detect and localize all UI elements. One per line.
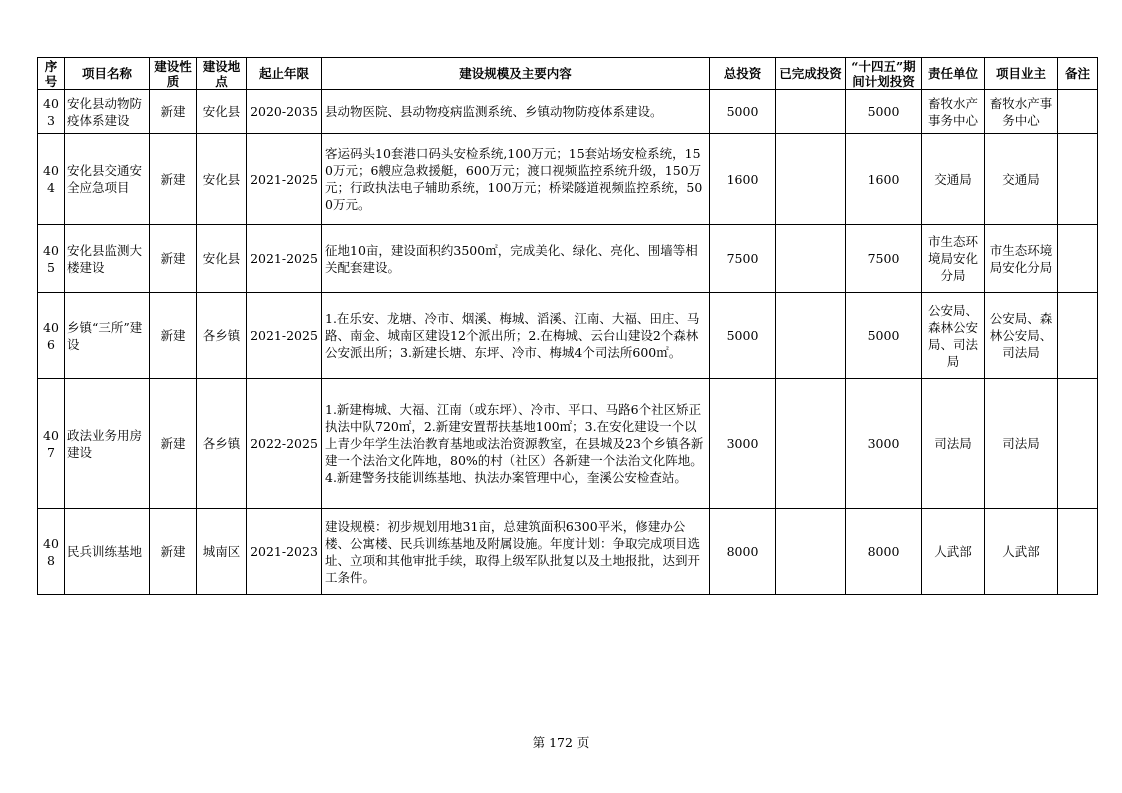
cell-period: 2021-2025 <box>247 134 322 225</box>
cell-name: 乡镇“三所”建设 <box>65 293 150 379</box>
cell-nature: 新建 <box>150 225 197 293</box>
table-row <box>38 225 1098 293</box>
table-row <box>38 379 1098 509</box>
header-resp: 责任单位 <box>922 58 985 90</box>
cell-total: 5000 <box>710 293 776 379</box>
cell-period: 2022-2025 <box>247 379 322 509</box>
project-table <box>37 57 1098 595</box>
cell-resp: 司法局 <box>922 379 985 509</box>
cell-location: 安化县 <box>197 90 247 134</box>
cell-plan: 5000 <box>846 90 922 134</box>
cell-nature: 新建 <box>150 379 197 509</box>
cell-remark <box>1058 225 1098 293</box>
table-row <box>38 293 1098 379</box>
cell-content: 征地10亩，建设面积约3500㎡，完成美化、绿化、亮化、围墙等相关配套建设。 <box>322 225 710 293</box>
cell-remark <box>1058 134 1098 225</box>
header-seq: 序号 <box>38 58 65 90</box>
cell-total: 3000 <box>710 379 776 509</box>
cell-resp: 畜牧水产事务中心 <box>922 90 985 134</box>
cell-period: 2021-2025 <box>247 293 322 379</box>
cell-completed <box>776 379 846 509</box>
cell-resp: 交通局 <box>922 134 985 225</box>
header-completed: 已完成投资 <box>776 58 846 90</box>
cell-owner: 畜牧水产事务中心 <box>985 90 1058 134</box>
cell-total: 8000 <box>710 509 776 595</box>
cell-total: 1600 <box>710 134 776 225</box>
cell-resp: 市生态环境局安化分局 <box>922 225 985 293</box>
header-location: 建设地点 <box>197 58 247 90</box>
cell-remark <box>1058 379 1098 509</box>
cell-seq: 406 <box>38 293 65 379</box>
cell-owner: 市生态环境局安化分局 <box>985 225 1058 293</box>
cell-name: 安化县交通安全应急项目 <box>65 134 150 225</box>
header-name: 项目名称 <box>65 58 150 90</box>
cell-resp: 人武部 <box>922 509 985 595</box>
cell-name: 民兵训练基地 <box>65 509 150 595</box>
cell-name: 政法业务用房建设 <box>65 379 150 509</box>
cell-seq: 405 <box>38 225 65 293</box>
header-total: 总投资 <box>710 58 776 90</box>
cell-nature: 新建 <box>150 509 197 595</box>
cell-completed <box>776 134 846 225</box>
cell-plan: 3000 <box>846 379 922 509</box>
header-plan: “十四五”期间计划投资 <box>846 58 922 90</box>
cell-content: 建设规模：初步规划用地31亩，总建筑面积6300平米，修建办公楼、公寓楼、民兵训练基地及附属设施。年度计划：争取完成项目选址、立项和其他审批手续，取得上级军队批复以及土地报批，达到开工条件。 <box>322 509 710 595</box>
cell-location: 安化县 <box>197 225 247 293</box>
table-row <box>38 90 1098 134</box>
cell-seq: 408 <box>38 509 65 595</box>
cell-owner: 人武部 <box>985 509 1058 595</box>
cell-completed <box>776 90 846 134</box>
header-nature: 建设性质 <box>150 58 197 90</box>
cell-owner: 交通局 <box>985 134 1058 225</box>
page-number: 第 172 页 <box>532 735 590 750</box>
header-content: 建设规模及主要内容 <box>322 58 710 90</box>
cell-content: 1.在乐安、龙塘、冷市、烟溪、梅城、滔溪、江南、大福、田庄、马路、南金、城南区建设12个派出所；2.在梅城、云台山建设2个森林公安派出所；3.新建长塘、东坪、冷市、梅城4个司法所600㎡。 <box>322 293 710 379</box>
cell-plan: 8000 <box>846 509 922 595</box>
header-period: 起止年限 <box>247 58 322 90</box>
cell-name: 安化县监测大楼建设 <box>65 225 150 293</box>
table-row <box>38 134 1098 225</box>
cell-nature: 新建 <box>150 293 197 379</box>
cell-remark <box>1058 509 1098 595</box>
cell-total: 5000 <box>710 90 776 134</box>
cell-plan: 1600 <box>846 134 922 225</box>
cell-location: 各乡镇 <box>197 293 247 379</box>
cell-nature: 新建 <box>150 134 197 225</box>
cell-period: 2020-2035 <box>247 90 322 134</box>
cell-seq: 407 <box>38 379 65 509</box>
cell-completed <box>776 225 846 293</box>
table-row <box>38 509 1098 595</box>
cell-content: 1.新建梅城、大福、江南（或东坪）、冷市、平口、马路6个社区矫正执法中队720㎡，2.新建安置帮扶基地100㎡；3.在安化建设一个以上青少年学生法治教育基地或法治资源教室，在县城及23个乡镇各新建一个法治文化阵地，80%的村（社区）各新建一个法治文化阵地。4.新建警务技能训练基地、执法办案管理中心，奎溪公安检查站。 <box>322 379 710 509</box>
cell-content: 县动物医院、县动物疫病监测系统、乡镇动物防疫体系建设。 <box>322 90 710 134</box>
cell-plan: 7500 <box>846 225 922 293</box>
cell-location: 安化县 <box>197 134 247 225</box>
cell-completed <box>776 293 846 379</box>
cell-remark <box>1058 293 1098 379</box>
cell-period: 2021-2025 <box>247 225 322 293</box>
cell-total: 7500 <box>710 225 776 293</box>
cell-plan: 5000 <box>846 293 922 379</box>
cell-name: 安化县动物防疫体系建设 <box>65 90 150 134</box>
cell-resp: 公安局、森林公安局、司法局 <box>922 293 985 379</box>
header-owner: 项目业主 <box>985 58 1058 90</box>
cell-content: 客运码头10套港口码头安检系统,100万元；15套站场安检系统，150万元；6艘应急救援艇，600万元；渡口视频监控系统升级，150万元；行政执法电子辅助系统，100万元；桥梁隧道视频监控系统，500万元。 <box>322 134 710 225</box>
cell-nature: 新建 <box>150 90 197 134</box>
header-row <box>38 58 1098 90</box>
cell-seq: 403 <box>38 90 65 134</box>
cell-owner: 公安局、森林公安局、司法局 <box>985 293 1058 379</box>
header-remark: 备注 <box>1058 58 1098 90</box>
cell-seq: 404 <box>38 134 65 225</box>
cell-location: 各乡镇 <box>197 379 247 509</box>
cell-owner: 司法局 <box>985 379 1058 509</box>
cell-remark <box>1058 90 1098 134</box>
cell-period: 2021-2023 <box>247 509 322 595</box>
cell-location: 城南区 <box>197 509 247 595</box>
cell-completed <box>776 509 846 595</box>
